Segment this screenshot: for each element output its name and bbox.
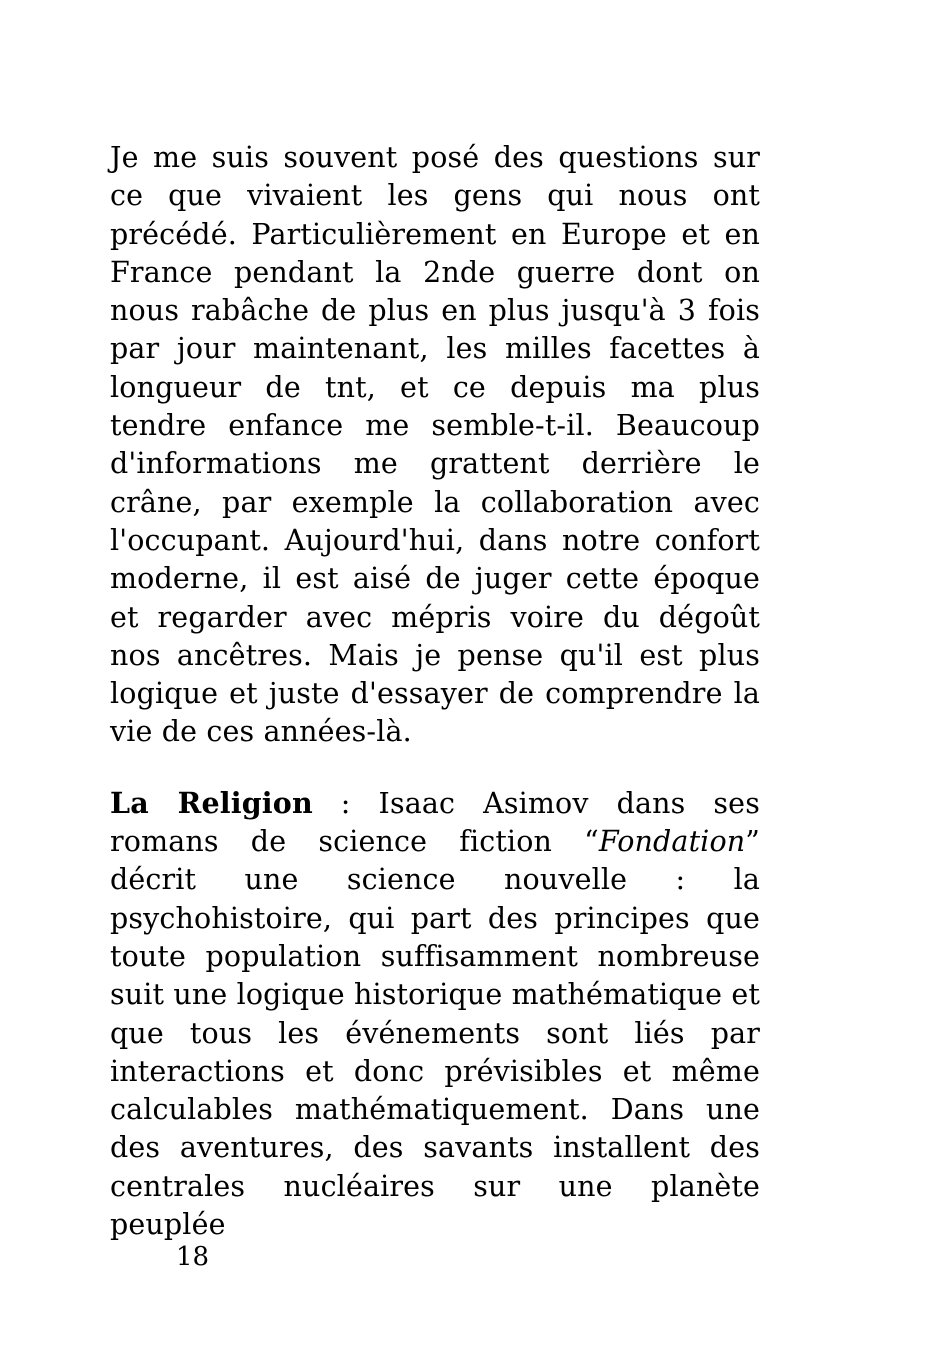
section-term: La Religion bbox=[110, 785, 313, 820]
paragraph-text-before-title: : Isaac Asimov dans ses romans de science fiction “ bbox=[110, 786, 760, 859]
paragraph-intro: Je me suis souvent posé des questions sur ce que vivaient les gens qui nous ont précédé. Particulièrement en Europe et en France pendant la 2nde guerre dont on nous rabâche de plus en plus jusqu'à 3 fois par jour maintenant, les milles facettes à longueur de tnt, et ce depuis ma plus tendre enfance me semble-t-il. Beaucoup d'informations me grattent derrière le crâne, par exemple la collaboration avec l'occupant. Aujourd'hui, dans notre confort moderne, il est aisé de juger cette époque et regarder avec mépris voire du dégoût nos ancêtres. Mais je pense qu'il est plus logique et juste d'essayer de comprendre la vie de ces années-là. bbox=[110, 141, 760, 749]
paragraph-religion bbox=[110, 784, 760, 1245]
page-body bbox=[110, 139, 760, 1244]
book-title: Fondation bbox=[598, 825, 746, 859]
page-number: 18 bbox=[176, 1242, 210, 1272]
paragraph-text-after-title: ” décrit une science nouvelle : la psychohistoire, qui part des principes que toute population suffisamment nombreuse suit une logique historique mathématique et que tous les événements sont liés par interactions et donc prévisibles et même calculables mathématiquement. Dans une des aventures, des savants installent des centrales nucléaires sur une planète peuplée bbox=[110, 825, 760, 1242]
